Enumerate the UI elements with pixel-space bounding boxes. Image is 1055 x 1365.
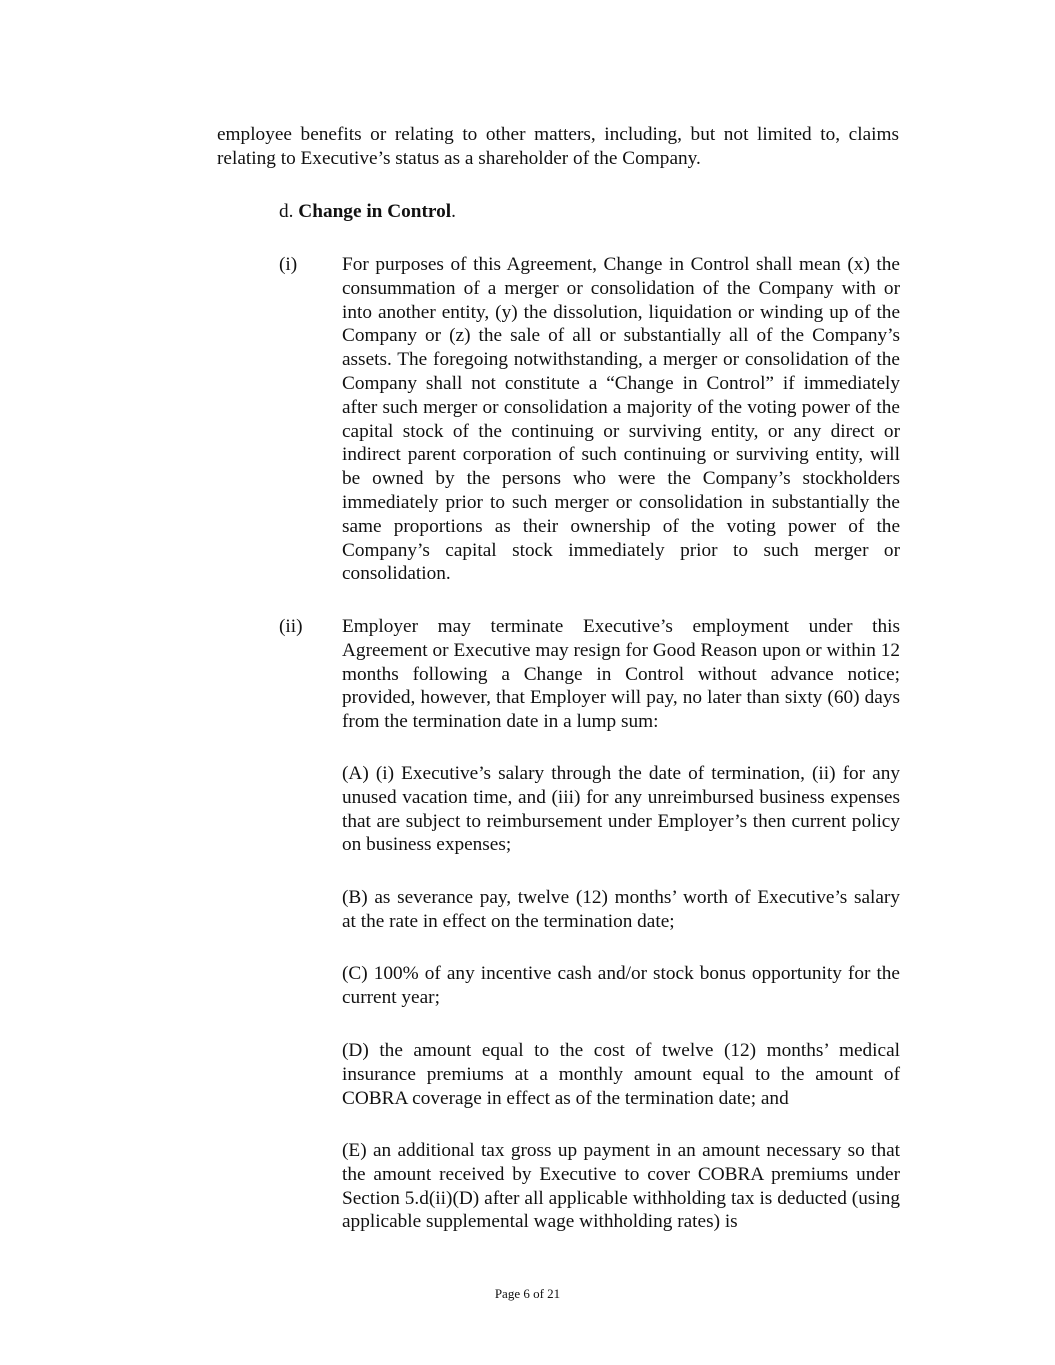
subitem-paragraph: (E) an additional tax gross up payment in an amount necessary so that the amount received by Executive to cover COBRA premiums under Section 5.d(ii)(D) after all applicable withholding tax is deducted (using applicable supplemental wage withholding rates) is [342, 1140, 900, 1233]
subitem-paragraph: (D) the amount equal to the cost of twelve (12) months’ medical insurance premiums at a monthly amount equal to the amount of COBRA coverage in effect as of the termination date; and [342, 1040, 900, 1109]
subitem-paragraph: (B) as severance pay, twelve (12) months’ worth of Executive’s salary at the rate in effect on the termination date; [342, 887, 900, 932]
item-paragraph: For purposes of this Agreement, Change in Control shall mean (x) the consummation of a merger or consolidation of the Company with or into another entity, (y) the dissolution, liquidation or winding up of the Company or (z) the sale of all or substantially all of the Company’s assets. The foregoing notwithstanding, a merger or consolidation of the Company shall not constitute a “Change in Control” if immediately after such merger or consolidation a majority of the voting power of the capital stock of the continuing or surviving entity, or any direct or indirect parent corporation of such continuing or surviving entity, will be owned by the persons who were the Company’s stockholders immediately prior to such merger or consolidation in substantially the same proportions as their ownership of the voting power of the Company’s capital stock immediately prior to such merger or consolidation. [342, 254, 900, 585]
subitem-paragraph: (A) (i) Executive’s salary through the date of termination, (ii) for any unused vacation time, and (iii) for any unreimbursed business expenses that are subject to reimbursement under Employer’s then current policy on business expenses; [342, 763, 900, 856]
item-paragraph: Employer may terminate Executive’s employment under this Agreement or Executive may resign for Good Reason upon or within 12 months following a Change in Control without advance notice; provided, however, that Employer will pay, no later than sixty (60) days from the termination date in a lump sum: [342, 616, 900, 733]
section-title: Change in Control [298, 201, 452, 222]
section-letter: d. [279, 201, 294, 222]
section-heading [279, 200, 899, 224]
intro-paragraph: employee benefits or relating to other matters, including, but not limited to, claims relating to Executive’s status as a shareholder of the Company. [217, 124, 899, 169]
item-number: (ii) [279, 616, 303, 637]
page-footer: Page 6 of 21 [494, 1286, 561, 1301]
item-number: (i) [279, 254, 298, 275]
subitem-paragraph: (C) 100% of any incentive cash and/or stock bonus opportunity for the current year; [342, 963, 900, 1008]
section-punct: . [451, 201, 456, 222]
